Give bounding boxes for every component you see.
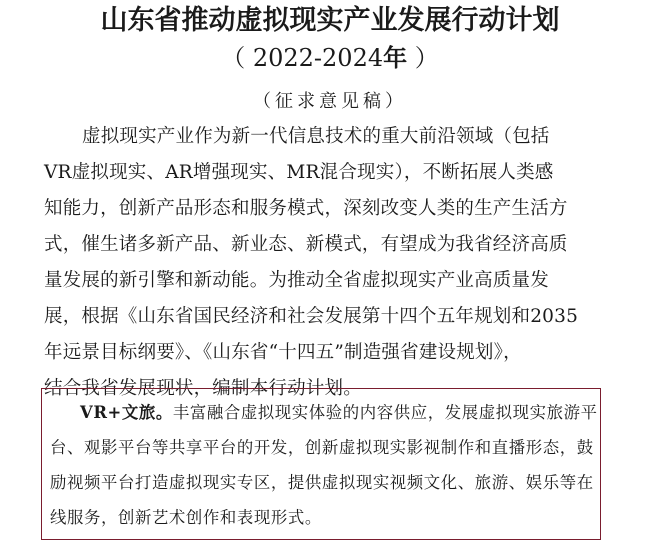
highlight-heading: VR+文旅。: [80, 403, 173, 422]
paragraph-line: 式，催生诸多新产品、新业态、新模式，有望成为我省经济高质: [44, 234, 568, 255]
highlight-line: 线服务，创新艺术创作和表现形式。: [50, 508, 322, 527]
document-title: 山东省推动虚拟现实产业发展行动计划: [100, 5, 560, 36]
paragraph-line: 知能力，创新产品形态和服务模式，深刻改变人类的生产生活方: [44, 198, 568, 219]
years-suffix: 年: [383, 43, 408, 72]
document-years: [0, 42, 660, 74]
paragraph-line: 年远景目标纲要》、《山东省“十四五”制造强省建设规划》，: [44, 342, 522, 363]
paragraph-line: 量发展的新引擎和新动能。为推动全省虚拟现实产业高质量发: [44, 270, 549, 291]
paragraph-line: 虚拟现实产业作为新一代信息技术的重大前沿领域（包括: [82, 126, 550, 147]
years-range: （ 2022-2024: [221, 44, 384, 72]
highlight-first-line-text: 丰富融合虚拟现实体验的内容供应，发展虚拟现实旅游平: [172, 403, 598, 422]
highlight-line: 励视频平台打造虚拟现实专区，提供虚拟现实视频文化、旅游、娱乐等在: [50, 473, 594, 492]
paragraph-line: VR虚拟现实、AR增强现实、MR混合现实），不断拓展人类感: [44, 162, 554, 183]
paragraph-line: 结合我省发展现状，编制本行动计划。: [44, 378, 362, 399]
highlight-box: [41, 388, 601, 540]
draft-label: （征求意见稿）: [253, 91, 407, 112]
years-close: ）: [407, 44, 439, 72]
paragraph-line: 展，根据《山东省国民经济和社会发展第十四个五年规划和2035: [44, 306, 579, 327]
intro-paragraph: [44, 119, 614, 407]
highlight-line: [50, 395, 600, 430]
highlight-line: 台、观影平台等共享平台的开发，创新虚拟现实影视制作和直播形态，鼓: [50, 438, 594, 457]
